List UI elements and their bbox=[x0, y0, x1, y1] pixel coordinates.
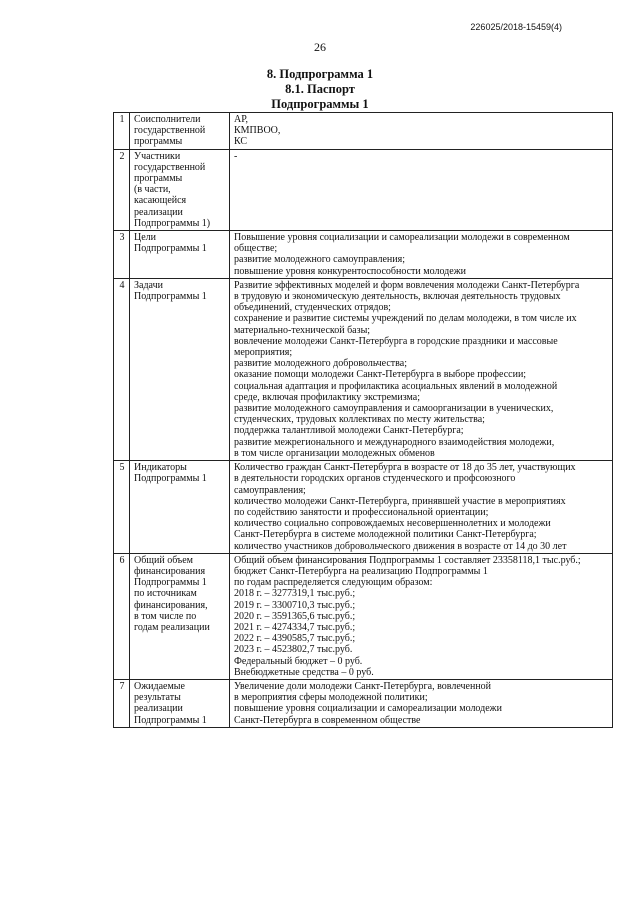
row-number: 1 bbox=[114, 113, 130, 150]
row-value-cell bbox=[230, 231, 613, 279]
row-value-line: 2019 г. – 3300710,3 тыс.руб.; bbox=[234, 599, 356, 611]
row-number: 6 bbox=[114, 553, 130, 679]
row-value-line: самоуправления; bbox=[234, 484, 306, 496]
row-value-line: по годам распределяется следующим образом: bbox=[234, 577, 433, 589]
row-value-line: бюджет Санкт-Петербурга на реализацию Подпрограммы 1 bbox=[234, 565, 488, 577]
subsection-title: 8.1. Паспорт bbox=[285, 82, 355, 96]
row-value-line: 2020 г. – 3591365,6 тыс.руб.; bbox=[234, 610, 356, 622]
row-label-cell bbox=[130, 278, 230, 460]
row-value-line: Санкт-Петербурга в современном обществе bbox=[234, 714, 421, 726]
row-value-line: количество социально сопровождаемых несовершеннолетних и молодежи bbox=[234, 518, 551, 530]
row-value-cell bbox=[230, 113, 613, 150]
row-value-cell bbox=[230, 553, 613, 679]
section-title: 8. Подпрограмма 1 bbox=[266, 67, 374, 81]
row-value-line: в мероприятия сферы молодежной политики; bbox=[234, 692, 428, 704]
table-row bbox=[114, 461, 613, 554]
row-value-line: КС bbox=[234, 136, 248, 148]
row-label-line: финансирования bbox=[134, 565, 206, 577]
row-value-line: АР, bbox=[234, 114, 249, 125]
row-value-line: по содействию занятости и профессиональной ориентации; bbox=[234, 506, 489, 518]
row-value-line: Развитие эффективных моделей и форм вовлечения молодежи Санкт-Петербурга bbox=[234, 279, 580, 291]
row-value-line: 2023 г. – 4523802,7 тыс.руб. bbox=[234, 644, 353, 656]
row-value-line: 2021 г. – 4274334,7 тыс.руб.; bbox=[234, 621, 356, 633]
row-label-line: реализации bbox=[134, 206, 183, 218]
row-value-line: развитие молодежного самоуправления; bbox=[234, 254, 405, 266]
row-label-cell bbox=[130, 679, 230, 727]
row-label-line: Подпрограммы 1 bbox=[134, 243, 207, 255]
row-label-line: Подпрограммы 1 bbox=[134, 291, 207, 303]
row-value-line: количество молодежи Санкт-Петербурга, принявшей участие в мероприятиях bbox=[234, 495, 566, 507]
row-value-line: мероприятия; bbox=[234, 347, 293, 359]
row-label-line: годам реализации bbox=[134, 621, 210, 633]
row-value-line: обществе; bbox=[234, 243, 278, 255]
row-value-line: социальная адаптация и профилактика асоциальных явлений в молодежной bbox=[234, 380, 558, 392]
row-value-line: в том числе организации молодежных обменов bbox=[234, 447, 435, 459]
row-value-line: объединений, студенческих отрядов; bbox=[234, 302, 391, 314]
passport-table bbox=[113, 112, 613, 728]
row-value-line: Внебюджетные средства – 0 руб. bbox=[234, 666, 374, 678]
row-value-line: сохранение и развитие системы учреждений по делам молодежи, в том числе их bbox=[234, 313, 577, 325]
row-label-line: Подпрограммы 1 bbox=[134, 577, 207, 589]
row-number: 2 bbox=[114, 149, 130, 230]
row-value-line: материально-технической базы; bbox=[234, 324, 371, 336]
row-label-cell bbox=[130, 461, 230, 554]
row-number: 7 bbox=[114, 679, 130, 727]
row-value-line: развитие молодежного добровольчества; bbox=[234, 358, 407, 370]
row-value-line: в деятельности городских органов студенческого и профсоюзного bbox=[234, 473, 516, 485]
row-label-line: Участники bbox=[134, 150, 181, 162]
row-value-line: Количество граждан Санкт-Петербурга в возрасте от 18 до 35 лет, участвующих bbox=[234, 462, 576, 474]
row-value-line: - bbox=[234, 150, 238, 162]
document-number: 226025/2018-15459(4) bbox=[470, 22, 562, 32]
row-value-line: студенческих, трудовых коллективах по месту жительства; bbox=[234, 414, 485, 426]
row-label-line: реализации bbox=[134, 703, 183, 715]
row-value-line: поддержка талантливой молодежи Санкт-Петербурга; bbox=[234, 425, 464, 437]
row-label-line: Подпрограммы 1 bbox=[134, 473, 207, 485]
row-label-line: государственной bbox=[134, 161, 206, 173]
row-value-line: повышение уровня социализации и самореализации молодежи bbox=[234, 703, 502, 715]
row-label-cell bbox=[130, 113, 230, 150]
row-label-line: Подпрограммы 1 bbox=[134, 714, 207, 726]
row-number: 5 bbox=[114, 461, 130, 554]
row-label-line: финансирования, bbox=[134, 599, 208, 611]
row-label-line: Задачи bbox=[134, 279, 163, 291]
passport-table-body bbox=[114, 113, 613, 728]
row-label-line: программы bbox=[134, 136, 183, 148]
row-value-line: вовлечение молодежи Санкт-Петербурга в городские праздники и массовые bbox=[234, 335, 558, 347]
row-value-line: 2018 г. – 3277319,1 тыс.руб.; bbox=[234, 588, 356, 600]
row-value-line: Повышение уровня социализации и самореализации молодежи в современном bbox=[234, 232, 570, 244]
row-value-line: 2022 г. – 4390585,7 тыс.руб.; bbox=[234, 633, 356, 645]
row-label-line: программы bbox=[134, 173, 183, 185]
row-value-line: Санкт-Петербурга в системе молодежной политики Санкт-Петербурга; bbox=[234, 529, 537, 541]
row-label-line: Цели bbox=[134, 232, 157, 244]
row-label-line: в том числе по bbox=[134, 610, 197, 622]
row-value-line: в трудовую и экономическую деятельность, включая деятельность трудовых bbox=[234, 291, 561, 303]
row-value-line: КМПВОО, bbox=[234, 125, 281, 137]
row-number: 4 bbox=[114, 278, 130, 460]
row-value-line: Увеличение доли молодежи Санкт-Петербурга, вовлеченной bbox=[234, 680, 492, 692]
row-value-line: оказание помощи молодежи Санкт-Петербурга в выборе профессии; bbox=[234, 369, 527, 381]
table-row bbox=[114, 231, 613, 279]
table-row bbox=[114, 149, 613, 230]
page-number: 26 bbox=[314, 40, 326, 54]
table-row bbox=[114, 278, 613, 460]
table-row bbox=[114, 113, 613, 150]
row-label-cell bbox=[130, 553, 230, 679]
row-label-line: (в части, bbox=[134, 184, 171, 196]
row-label-cell bbox=[130, 231, 230, 279]
row-label-line: Ожидаемые bbox=[134, 680, 185, 692]
row-label-cell bbox=[130, 149, 230, 230]
row-number: 3 bbox=[114, 231, 130, 279]
row-value-line: повышение уровня конкурентоспособности молодежи bbox=[234, 265, 466, 277]
row-value-line: развитие межрегионального и международного взаимодействия молодежи, bbox=[234, 436, 555, 448]
row-value-line: Федеральный бюджет – 0 руб. bbox=[234, 655, 363, 667]
row-label-line: по источникам bbox=[134, 588, 197, 600]
row-label-line: Общий объем bbox=[134, 554, 193, 566]
row-label-line: Соисполнители bbox=[134, 114, 201, 125]
row-label-line: Подпрограммы 1) bbox=[134, 217, 211, 229]
row-value-line: развитие молодежного самоуправления и самоорганизации в ученических, bbox=[234, 403, 554, 415]
row-value-line: среде, включая профилактику экстремизма; bbox=[234, 391, 421, 403]
row-label-line: Индикаторы bbox=[134, 462, 187, 474]
passport-subtitle: Подпрограммы 1 bbox=[271, 97, 369, 111]
table-row bbox=[114, 679, 613, 727]
table-row bbox=[114, 553, 613, 679]
row-value-cell bbox=[230, 278, 613, 460]
row-label-line: результаты bbox=[134, 692, 181, 704]
row-value-cell bbox=[230, 461, 613, 554]
row-value-line: количество участников добровольческого движения в возрасте от 14 до 30 лет bbox=[234, 540, 567, 552]
row-value-cell bbox=[230, 149, 613, 230]
row-label-line: государственной bbox=[134, 125, 206, 137]
row-value-line: Общий объем финансирования Подпрограммы 1 составляет 23358118,1 тыс.руб.; bbox=[234, 554, 581, 566]
row-value-cell bbox=[230, 679, 613, 727]
row-label-line: касающейся bbox=[134, 195, 187, 207]
